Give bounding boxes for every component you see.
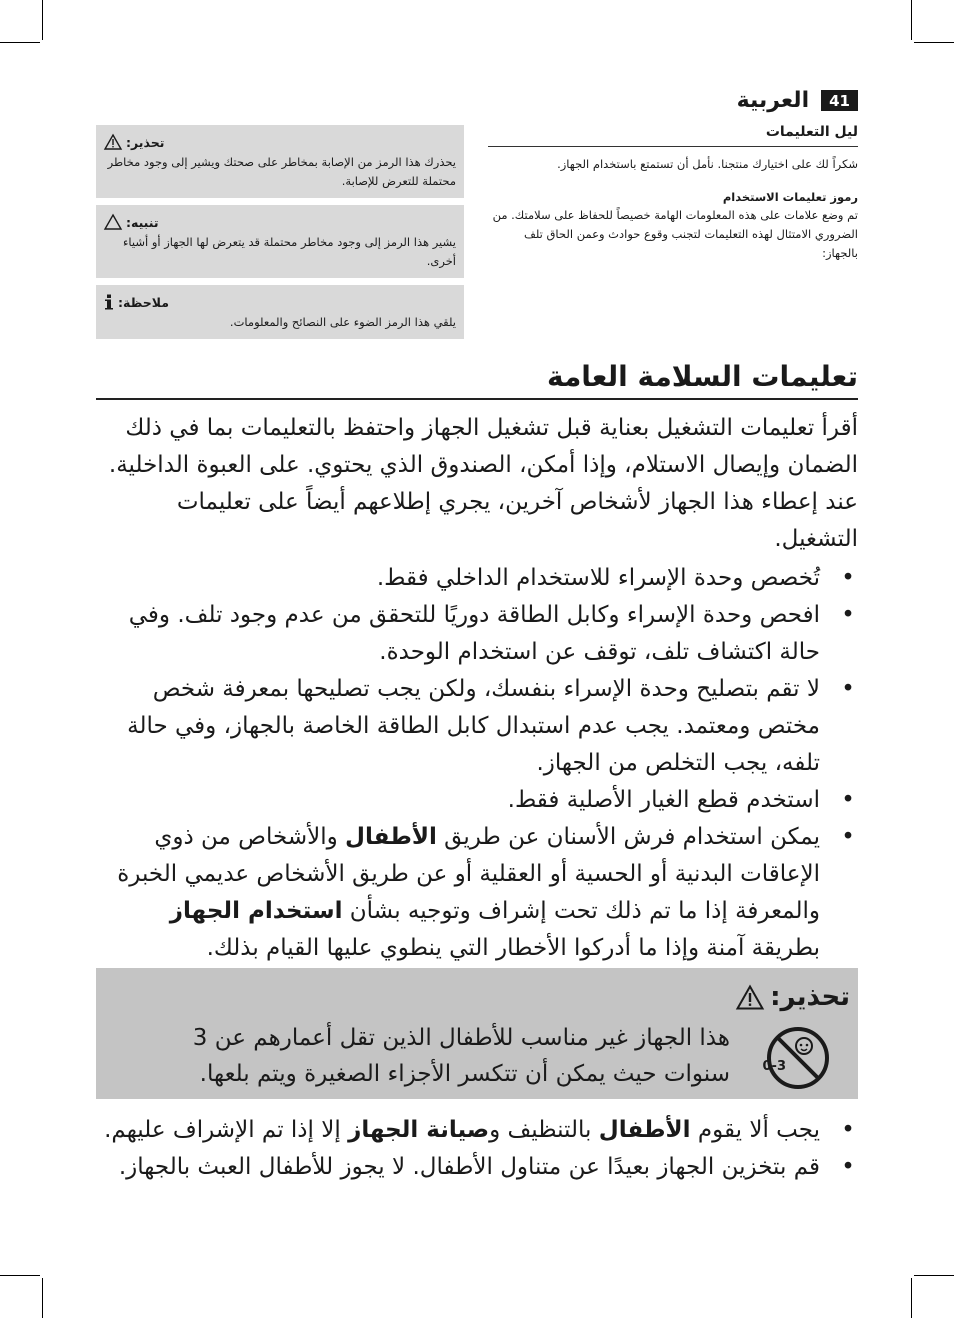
symbols-title: رموز تعليمات الاستخدام (722, 190, 858, 204)
symbol-boxes (96, 125, 464, 346)
note-symbol-box (96, 285, 464, 339)
bullet-marker: • (841, 602, 855, 628)
text-segment: بالتنظيف و (489, 1117, 599, 1143)
text-segment: يمكن استخدام فرش الأسنان عن طريق (436, 824, 820, 850)
list-item (96, 597, 858, 671)
box-heading (104, 131, 456, 153)
box-label: تحذير: (126, 134, 165, 150)
warning-triangle-icon (104, 134, 122, 150)
warning-symbol-box (96, 125, 464, 198)
crop-mark (914, 1275, 954, 1276)
crop-mark (0, 1275, 40, 1276)
text-segment: قم بتخزين الجهاز بعيدًا عن متناول الأطفال. لا يجوز للأطفال العبث بالجهاز. (118, 1154, 820, 1180)
warning-text: هذا الجهاز غير مناسب للأطفال الذين تقل أعمارهم عن 3 سنوات حيث يمكن أن تتكسر الأجزاء الصغيرة ويتم بلعها. (192, 1025, 730, 1087)
text-segment: إلا إذا تم الإشراف عليهم. (104, 1117, 349, 1143)
list-item (96, 671, 858, 782)
bold-term: استخدام الجهاز (169, 898, 343, 924)
age-range-label: 0-3 (762, 1059, 786, 1074)
list-item (96, 1112, 858, 1149)
no-children-under-3-icon (762, 1026, 830, 1090)
symbols-text: تم وضع علامات على هذه المعلومات الهامة خصيصاً للحفاظ على سلامتك. من الضروري الامتثال لهذه التعليمات لتجنب وقوع حوادث وعمن الحاق تلف بالجهاز: (492, 208, 858, 260)
bullet-marker: • (841, 787, 855, 813)
bullet-marker: • (841, 565, 855, 591)
caution-triangle-icon (104, 214, 122, 230)
safety-intro: أقرأ تعليمات التشغيل بعناية قبل تشغيل الجهاز واحتفظ بالتعليمات بما في ذلك الضمان وإيصال الاستلام، وإذا أمكن، الصندوق الذي يحتوي. على العبوة الداخلية. عند إعطاء هذا الجهاز لأشخاص آخرين، يجري إطلاعهم أيضاً على تعليمات التشغيل. (108, 415, 858, 552)
box-label: ملاحظة: (118, 294, 169, 310)
text-segment: والأشخاص من ذوي الإعاقات البدنية أو الحسية أو العقلية أو عن طريق الأشخاص عديمي الخبرة والمعرفة إذا ما تم ذلك تحت إشراف وتوجيه بشأن (117, 824, 820, 924)
text-segment: بطريقة آمنة وإذا ما أدركوا الأخطار التي ينطوي عليها القيام بذلك. (206, 935, 820, 961)
list-item (96, 819, 858, 967)
info-icon (104, 294, 114, 310)
usage-notes (488, 124, 858, 263)
list-item (96, 782, 858, 819)
box-text: يلقي هذا الرمز الضوء على النصائح والمعلومات. (229, 315, 456, 329)
warning-triangle-icon (736, 985, 764, 1010)
usage-notes-title: ليل التعليمات (765, 124, 858, 140)
warning-heading (736, 982, 850, 1012)
box-heading (104, 211, 456, 233)
bullet-marker: • (841, 676, 855, 702)
bold-term: الأطفال (345, 824, 437, 850)
warning-label: تحذير: (770, 982, 850, 1012)
text-segment: تُخصص وحدة الإسراء للاستخدام الداخلي فقط. (376, 565, 820, 591)
text-segment: استخدم قطع الغيار الأصلية فقط. (507, 787, 820, 813)
page-number: 41 (821, 90, 858, 111)
box-text: يشير هذا الرمز إلى وجود مخاطر محتملة قد يتعرض لها الجهاز أو أشياء أخرى. (122, 235, 456, 268)
bullet-marker: • (841, 1117, 855, 1143)
usage-notes-intro: شكراً لك على اختيارك منتجنا. نأمل أن تستمتع باستخدام الجهاز. (557, 157, 858, 171)
children-warning-box (96, 968, 858, 1099)
section-divider (96, 398, 858, 400)
list-item (96, 1149, 858, 1186)
box-text: يحذرك هذا الرمز من الإصابة بمخاطر على صحتك ويشير إلى وجود مخاطر محتملة للتعرض للإصابة. (107, 155, 456, 188)
crop-mark (914, 42, 954, 43)
section-title: تعليمات السلامة العامة (546, 360, 858, 393)
bold-term: الأطفال (598, 1117, 691, 1143)
box-label: تنبيه: (126, 214, 159, 230)
text-segment: افحص وحدة الإسراء وكابل الطاقة دوريًا للتحقق من عدم وجود تلف. وفي حالة اكتشاف تلف، توقف عن استخدام الوحدة. (128, 602, 820, 665)
text-segment: لا تقم بتصليح وحدة الإسراء بنفسك، ولكن يجب تصليحها بمعرفة شخص مختص ومعتمد. يجب عدم استبدال كابل الطاقة الخاصة بالجهاز، وفي حالة تلفه، يجب التخلص من الجهاز. (127, 676, 820, 776)
bullet-marker: • (841, 824, 855, 850)
crop-mark (911, 1278, 912, 1318)
box-heading (104, 291, 456, 313)
text-segment: يجب ألا يقوم (690, 1117, 820, 1143)
crop-mark (911, 0, 912, 40)
caution-symbol-box (96, 205, 464, 278)
safety-bullet-list (96, 560, 858, 967)
crop-mark (42, 0, 43, 40)
page-header (638, 84, 858, 116)
final-bullet-list (96, 1112, 858, 1186)
crop-mark (0, 42, 40, 43)
bold-term: صيانة الجهاز (348, 1117, 490, 1143)
crop-mark (42, 1278, 43, 1318)
bullet-marker: • (841, 1154, 855, 1180)
list-item (96, 560, 858, 597)
language-title: العربية (736, 87, 810, 113)
divider (488, 146, 858, 147)
